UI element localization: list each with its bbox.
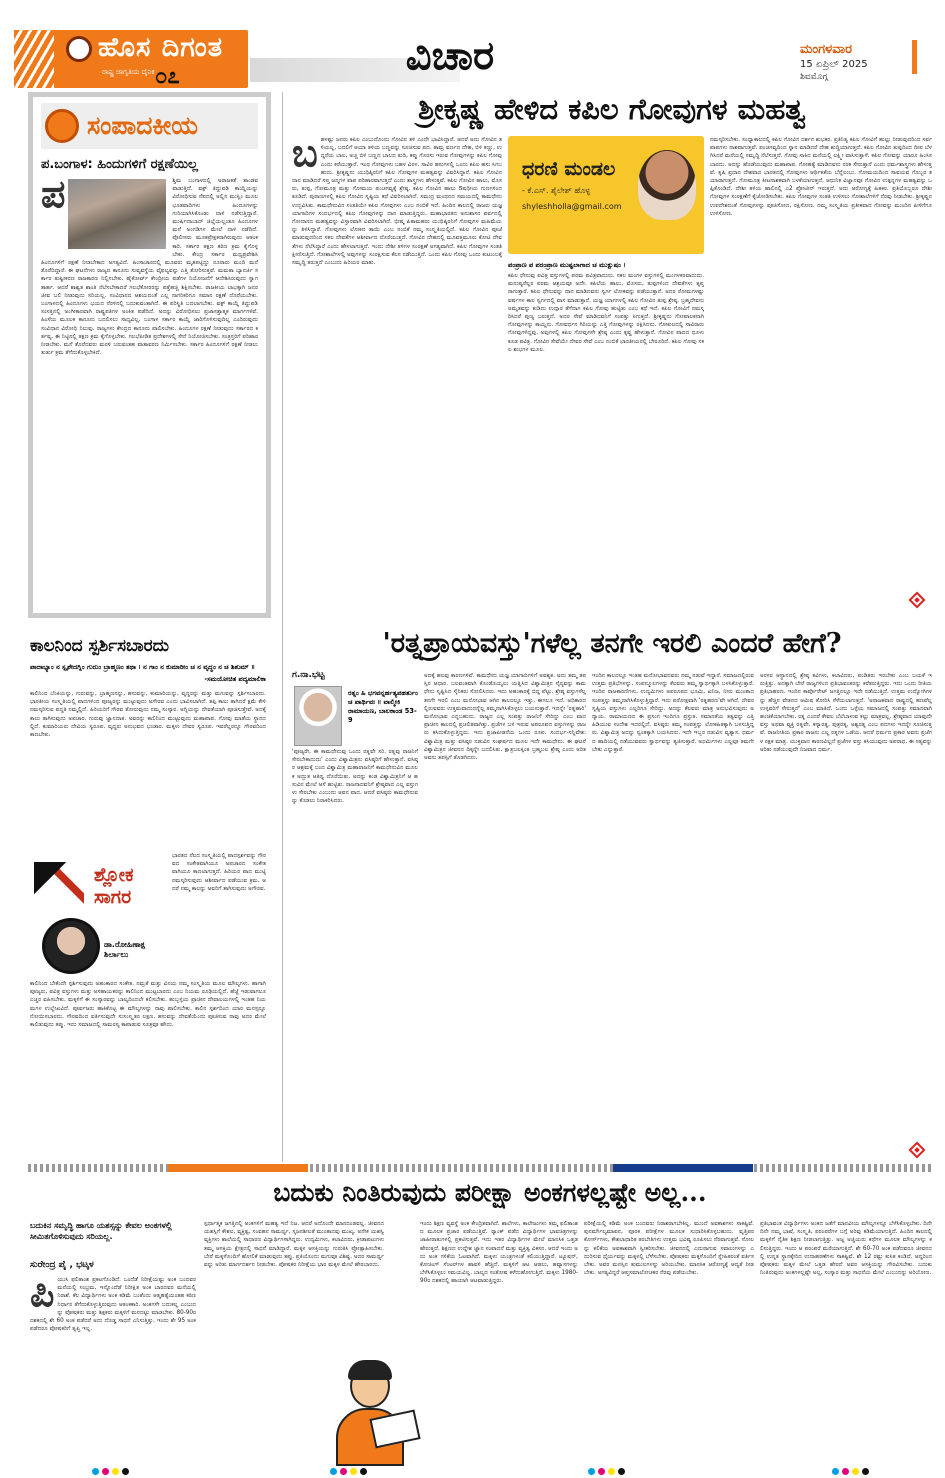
kaaladinda-body-3: ಕಾಲಿನಿಂದ ಬೇಕೆಂದೇ ಸ್ಪರ್ಶಿಸುವುದು ಅಹಂಕಾರದ ಸಂಕೇತ. ನಮ್ರತೆ ಮತ್ತು ವಿನಯ ನಮ್ಮ ಸಂಸ್ಕೃತಿಯ ಮೂಲ ಮೌಲ್ಯಗಳು. ಹಾಗಾಗಿ ಪೂಜ್ಯರು, ಪವಿತ್ರ ವಸ್ತುಗಳು ಮತ್ತು ಅಸಹಾಯಕರನ್ನು ಕಾಲಿನಿಂದ ಮುಟ್ಟಬಾರದು ಎಂಬ ನಿಯಮ ರೂಢಿಯಲ್ಲಿದೆ. ಹೆಜ್ಜೆ ಇಡುವಾಗಲೂ ಎಚ್ಚರ ವಹಿಸಬೇಕು. ಮಕ್ಕಳಿಗೆ ಈ ಸಂಸ್ಕಾರವನ್ನು ಬಾಲ್ಯದಿಂದಲೇ ಕಲಿಸಬೇಕು. ಹುಬ್ಬಳ್ಳಿಯ ಪ್ರಾಚೀನ ದೇವಾಲಯಗಳಲ್ಲಿ ಇಂತಹ ನಿಯಮಗಳ ಉಲ್ಲೇಖವಿದೆ. ಪೂರ್ವಜರು ಹಾಕಿಕೊಟ್ಟ ಈ ಮೌಲ್ಯಗಳನ್ನು ನಾವು ಪಾಲಿಸಬೇಕು. ಕಾಲಿನ ಸ್ಪರ್ಶದಿಂದ ಯಾರ ಮನಸ್ಸನ್ನೂ ನೋಯಿಸಬಾರದು. ಗೌರವದಿಂದ ವರ್ತಿಸುವುದೇ ಸುಸಂಸ್ಕೃತರ ಲಕ್ಷಣ. ಹಸುವನ್ನು ದೇವತೆಯೆಂದು ಪೂಜಿಸುವ ನಾವು ಅದರ ಮೇಲೆ ಕಾಲಿಡುವುದು ತಪ್ಪು. ಇದು ಸಮಾಜದಲ್ಲಿ ಸಾಮರಸ್ಯ ಕಾಪಾಡುವ ಸೂತ್ರವೂ ಹೌದು. [30, 981, 266, 1029]
badhuku-headline[interactable]: ಬದುಕು ನಿಂತಿರುವುದು ಪರೀಕ್ಷಾ ಅಂಕಗಳಲ್ಲಷ್ಟೇ ಅಲ್ಲ... [273, 1178, 707, 1207]
kaaladinda-verse-block [30, 660, 266, 686]
badhuku-author: ಸುರೇಂದ್ರ ಪೈ , ಭಟ್ಕಳ [30, 1260, 94, 1270]
print-registration-dots [330, 1468, 367, 1476]
editorial-emblem-icon [45, 109, 79, 143]
kaaladinda-verse: ಪಾದಾಭ್ಯಾಂ ನ ಸ್ಪೃಶೇದಗ್ನಿಂ ಗುರುಂ ಬ್ರಾಹ್ಮಣಂ ತಥಾ । ನ ಗಾಂ ನ ಕುಮಾರೀಂ ಚ ನ ವೃದ್ಧಂ ನ ಚ ಶಿಶುಮ್ ॥ [30, 663, 256, 671]
logo-tagline: ರಾಷ್ಟ್ರ ಜಾಗೃತಿಯ ದೈನಿಕ [102, 68, 155, 76]
divider-blue-segment [613, 1164, 753, 1172]
black-dot [862, 1468, 869, 1475]
badhuku-column-1 [30, 1276, 196, 1466]
ratna-column-2: ಅದಕ್ಕೆ ಹಲವು ಕಾರಣಗಳಿವೆ. ಕಾಮಧೇನು ಯಜ್ಞ ಯಾಗಾದಿಗಳಿಗೆ ಅವಶ್ಯಕ. ಅದು ತಮ್ಮ ತಪಸ್ಸಿನ ಆಧಾರ. ಬಲವಂತವಾಗಿ ಕೊಂಡೊಯ್ಯಲು ಯತ್ನಿಸಿದ ವಿಶ್ವಾಮಿತ್ರನ ಸೈನ್ಯವನ್ನು ಕಾಮಧೇನು ಸೃಷ್ಟಿಸಿದ ಸೈನಿಕರು ಸೋಲಿಸಿದರು. ಇದು ಅಹಂಕಾರಕ್ಕೆ ಬಿದ್ದ ಪೆಟ್ಟು. ಶ್ರೇಷ್ಠ ವಸ್ತುಗಳೆಲ್ಲ ತನಗೇ ಇರಲಿ ಎಂಬ ಮನೋಭಾವ ಆಗಿನ ಕಾಲದಲ್ಲೂ ಇತ್ತು, ಈಗಲೂ ಇದೆ. ಅಧಿಕಾರದಲ್ಲಿರುವವರು ಉತ್ತಮವಾದುದನ್ನೆಲ್ಲ ತಮ್ಮದಾಗಿಸಿಕೊಳ್ಳಲು ಬಯಸುತ್ತಾರೆ. ಇದನ್ನೇ 'ರತ್ನಹಾರಿ' ಮನೋಭಾವ ಎನ್ನಬಹುದು. ರಾಜ್ಯದ ಎಲ್ಲ ಸಂಪತ್ತು ರಾಜನಿಗೆ ಸೇರಿದ್ದು ಎಂಬ ವಾದ ಪ್ರಾಚೀನ ಕಾಲದಲ್ಲಿ ಪ್ರಚಲಿತವಾಗಿತ್ತು. ಪ್ರಜೆಗಳ ಬಳಿ ಇರುವ ಅಪರೂಪದ ವಸ್ತುಗಳನ್ನು ರಾಜರು ಕಸಿದುಕೊಳ್ಳುತ್ತಿದ್ದರು. ಇದು ಪ್ರಜಾಪೀಡನೆಯ ಒಂದು ರೂಪ. ಸಂದರ್ಭ-ಸನ್ನಿವೇಶ: ವಿಶ್ವಾಮಿತ್ರ ಮತ್ತು ವಸಿಷ್ಠರ ನಡುವಿನ ಸಂಘರ್ಷದ ಮೂಲ ಇದೇ ಕಾಮಧೇನು. ಈ ಘಟನೆ ವಿಶ್ವಾಮಿತ್ರನ ಜೀವನದ ದಿಕ್ಕನ್ನೇ ಬದಲಿಸಿತು. ಕ್ಷಾತ್ರಬಲಕ್ಕಿಂತ ಬ್ರಹ್ಮಬಲ ಶ್ರೇಷ್ಠ ಎಂದು ಅರಿತ ಅವನು ತಪಸ್ಸಿಗೆ ತೊಡಗಿದನು. [424, 673, 586, 762]
city: ಶಿವಮೊಗ್ಗ [800, 72, 828, 82]
columnist-email[interactable]: shyleshholla@gmail.com [522, 202, 622, 211]
kaaladinda-headline[interactable]: ಕಾಲನಿಂದ ಸ್ಪರ್ಶಿಸಬಾರದು [30, 636, 170, 656]
editorial-title[interactable]: ಪ.ಬಂಗಾಳ: ಹಿಂದುಗಳಿಗೆ ರಕ್ಷಣೆಯಿಲ್ಲ [41, 157, 198, 172]
ratna-column-4: ಅರಸರ ಆಸ್ಥಾನದಲ್ಲಿ ಶ್ರೇಷ್ಠ ಕವಿಗಳು, ಕಲಾವಿದರು, ಪಂಡಿತರು ಇರಬೇಕು ಎಂಬ ಬಯಕೆ ಇರುತ್ತಿತ್ತು. ಅದಕ್ಕಾಗಿ ಬೇರೆ ರಾಜ್ಯಗಳಿಂದ ಪ್ರತಿಭಾವಂತರನ್ನು ಕರೆತರುತ್ತಿದ್ದರು. ಇದು ಒಂದು ರೀತಿಯ ಪ್ರತಿಭಾಹರಣ. ಇಂದಿನ ಕಾರ್ಪೊರೇಟ್ ಜಗತ್ತಿನಲ್ಲೂ ಇದೇ ನಡೆಯುತ್ತಿದೆ. ಉತ್ತಮ ಉದ್ಯೋಗಿಗಳನ್ನು ಹೆಚ್ಚಿನ ವೇತನದ ಆಮಿಷ ತೋರಿಸಿ ಸೆಳೆಯಲಾಗುತ್ತದೆ. 'ಅರಾಜಕವಾದ ರಾಷ್ಟ್ರದಲ್ಲಿ ಹಣವೆಲ್ಲ ಉಳ್ಳವರಿಗೆ ಸೇರುತ್ತದೆ' ಎಂಬ ಮಾತಿದೆ. ಒಂದು ಒಳ್ಳೆಯ ಸಮಾಜದಲ್ಲಿ ಸಂಪತ್ತು ಸಮಾನವಾಗಿ ಹಂಚಿಕೆಯಾಗಬೇಕು. ರತ್ನ ಎಂದರೆ ಕೇವಲ ಬೆಲೆಬಾಳುವ ಕಲ್ಲು ಮಾತ್ರವಲ್ಲ. ಶ್ರೇಷ್ಠವಾದ ಯಾವುದೇ ವಸ್ತು ಅಥವಾ ವ್ಯಕ್ತಿ ರತ್ನವೇ. ಕನ್ಯಾರತ್ನ, ಪುತ್ರರತ್ನ, ಅಶ್ವರತ್ನ ಎಂಬ ಪದಗಳು ಇದನ್ನೇ ಸೂಚಿಸುತ್ತವೆ. ರಾಜನೀತಿಯ ಪ್ರಕಾರ ರಾಜನು ಎಲ್ಲ ರತ್ನಗಳ ಒಡೆಯ. ಆದರೆ ಧರ್ಮದ ಪ್ರಕಾರ ಅವನು ಪ್ರಜೆಗಳ ರಕ್ಷಕ ಮಾತ್ರ. ಯುಕ್ತವಾದ ಕಾರಣವಿಲ್ಲದೆ ಪ್ರಜೆಗಳ ವಸ್ತು ಕಸಿಯುವುದು ಅಪರಾಧ. ಈ ಸತ್ಯವನ್ನು ಅರಿತು ನಡೆಯುವುದೇ ನಿಜವಾದ ಧರ್ಮ. [760, 673, 932, 753]
column-name: ಧರಣಿ ಮಂಡಲ [522, 158, 616, 180]
masthead [0, 0, 945, 90]
black-dot [618, 1468, 625, 1475]
badhuku-column-5: ಪ್ರತಿಭಾವಂತ ವಿದ್ಯಾರ್ಥಿಗಳು ಅಂಕದ ಜತೆಗೆ ಮಾನವೀಯ ಮೌಲ್ಯಗಳನ್ನೂ ಬೆಳೆಸಿಕೊಳ್ಳಬೇಕು. ದಿನೇ ದಿನೇ ನಮ್ಮ ಭಾಷೆ, ಸಂಸ್ಕೃತಿ, ಪರಂಪರೆಗಳ ಬಗ್ಗೆ ಅರಿವು ಕಡಿಮೆಯಾಗುತ್ತಿದೆ. ಹಿಂದಿನ ಕಾಲದಲ್ಲಿ ಮಕ್ಕಳಿಗೆ ನೈತಿಕ ಶಿಕ್ಷಣ ನೀಡಲಾಗುತ್ತಿತ್ತು. ಅಜ್ಜ ಅಜ್ಜಿಯರು ಕಥೆಗಳ ಮೂಲಕ ಮೌಲ್ಯಗಳನ್ನು ಕಲಿಸುತ್ತಿದ್ದರು. ಇಂದು ಆ ಪರಂಪರೆ ಮರೆಯಾಗುತ್ತಿದೆ. ಶೇ 60-70 ಅಂಕ ಪಡೆದವರೂ ಜೀವನದಲ್ಲಿ ಉನ್ನತ ಸ್ಥಾನಕ್ಕೇರಿದ ಉದಾಹರಣೆಗಳು ಸಾಕಷ್ಟಿವೆ. ಶೇ 12 ರಷ್ಟು ಕುಸಿತ ಕಂಡಿದೆ. ಆದ್ದರಿಂದ ಪೋಷಕರು ಮಕ್ಕಳ ಮೇಲೆ ಒತ್ತಡ ಹೇರದೆ ಅವರ ಆಸಕ್ತಿಯನ್ನು ಗೌರವಿಸಬೇಕು. ಬದುಕು ನಿಂತಿರುವುದು ಅಂಕಗಳಲ್ಲಷ್ಟೇ ಅಲ್ಲ, ಸಂಸ್ಕಾರ ಮತ್ತು ಸಾಧನೆಯ ಮೇಲೆ ಎಂಬುದನ್ನು ಅರಿಯೋಣ. [760, 1221, 932, 1277]
yellow-dot [608, 1468, 615, 1475]
magenta-dot [102, 1468, 109, 1475]
feature1-verse: ಪಂಪ್ರಾಣ ಪ ಪರಂಪ್ರಾಣ ಮುಷ್ಟಲಾಗಾದ ಚ ಮುಕ್ಷುಷಂ । [508, 261, 626, 269]
cyan-dot [330, 1468, 337, 1475]
student-reading-illustration [320, 1360, 420, 1468]
cyan-dot [832, 1468, 839, 1475]
feature1-col2-text: ಕಪಿಲ ಧೇನುವು ಪವಿತ್ರ ವಸ್ತುಗಳಲ್ಲಿ ಪರಮ ಪವಿತ್ರವಾದುದು. ಸಕಲ ಮಂಗಳ ವಸ್ತುಗಳಲ್ಲಿ ಮಂಗಳಕರವಾದುದು. ಮನುಷ್ಯರೆಲ್ಲರ ಪರಮ ಆಶ್ರಯವೂ ಅದೇ. ಕಪಿಲೆಯ ಹಾಲು, ಮೊಸರು, ತುಪ್ಪಗಳಿಂದ ದೇವತೆಗಳು ತೃಪ್ತರಾಗುತ್ತಾರೆ. ಕಪಿಲ ಧೇನುವನ್ನು ದಾನ ಮಾಡಿದವನು ಸ್ವರ್ಗ ಲೋಕವನ್ನು ಪಡೆಯುತ್ತಾನೆ. ಅದರ ರೋಮಗಳಷ್ಟು ವರ್ಷಗಳ ಕಾಲ ಸ್ವರ್ಗದಲ್ಲಿ ವಾಸ ಮಾಡುತ್ತಾನೆ. ಯಜ್ಞ ಯಾಗಗಳಲ್ಲಿ ಕಪಿಲ ಗೋವಿನ ತುಪ್ಪ ಶ್ರೇಷ್ಠ. ಬ್ರಹ್ಮದೇವನು ಅಮೃತವನ್ನು ಕುಡಿದು ಉದ್ಗಾರ ತೆಗೆದಾಗ ಕಪಿಲ ಗೋವು ಹುಟ್ಟಿತು ಎಂಬ ಕಥೆ ಇದೆ. ಕಪಿಲ ಗೋವಿಗೆ ನಮಸ್ಕರಿಸಿದರೆ ಪುಣ್ಯ ಬರುತ್ತದೆ. ಅದರ ಸೇವೆ ಮಾಡಿದವನಿಗೆ ಸಂಪತ್ತು ಸಿಗುತ್ತದೆ. ಶ್ರೀಕೃಷ್ಣನು ಗೋಪಾಲಕನಾಗಿ ಗೋವುಗಳನ್ನು ಕಾಯ್ದನು. ಗೋವರ್ಧನ ಗಿರಿಯನ್ನು ಎತ್ತಿ ಗೋವುಗಳನ್ನು ರಕ್ಷಿಸಿದನು. ಗೋಕುಲದಲ್ಲಿ ಸಾವಿರಾರು ಗೋವುಗಳಿದ್ದವು. ಅವುಗಳಲ್ಲಿ ಕಪಿಲ ಗೋವುಗಳೇ ಶ್ರೇಷ್ಠ ಎಂದು ಕೃಷ್ಣ ಹೇಳುತ್ತಾನೆ. ಗೋವಿನ ಪಾದದ ಧೂಳು ಕೂಡ ಪವಿತ್ರ. ಗೋವಿನ ಸೇವೆಯೇ ದೇವರ ಸೇವೆ ಎಂಬ ನಂಬಿಕೆ ಭಾರತೀಯರಲ್ಲಿ ಬೇರೂರಿದೆ. ಕಪಿಲ ಗೋವು ಸಕಲ ಶುಭಗಳ ಮೂಲ. [508, 273, 704, 353]
editorial-header [41, 103, 258, 149]
lamp-icon [66, 36, 92, 62]
print-registration-dots [832, 1468, 869, 1476]
shloka-title: ಶ್ಲೋಕ ಸಾಗರ [94, 864, 134, 908]
logo[interactable] [36, 30, 248, 88]
badhuku-dropcap: ಪಿ [30, 1276, 55, 1315]
ratna-quote: ರತ್ನಂ ಹಿ ಭಗವನ್ನರ್ಹತ್ಯಪಹರ್ತುಂ ಚ ಪಾರ್ಥಿವಃ ॥ ವಾಲ್ಮೀಕಿ ರಾಮಾಯಣ, ಬಾಲಕಾಂಡ 53-9 [348, 689, 418, 724]
print-registration-dots [588, 1468, 625, 1476]
ratna-column-1: 'ಪೂಜ್ಯರೇ, ಈ ಕಾಮಧೇನುವು ಒಂದು ರತ್ನವೇ ಸರಿ. ರತ್ನವು ರಾಜನಿಗೆ ಸೇರಬೇಕಾದುದು' ಎಂದು ವಿಶ್ವಾಮಿತ್ರನು ವಸಿಷ್ಠರಿಗೆ ಹೇಳುತ್ತಾನೆ. ವಸಿಷ್ಠರ ಆಶ್ರಮಕ್ಕೆ ಬಂದ ವಿಶ್ವಾಮಿತ್ರ ಮಹಾರಾಜನಿಗೆ ಕಾಮಧೇನುವಿನ ಮೂಲಕ ಅದ್ಭುತ ಆತಿಥ್ಯ ದೊರೆಯಿತು. ಅದನ್ನು ಕಂಡ ವಿಶ್ವಾಮಿತ್ರನಿಗೆ ಆ ಹಸುವಿನ ಮೇಲೆ ಆಸೆ ಹುಟ್ಟಿತು. ರಾಜನಾದವನಿಗೆ ಶ್ರೇಷ್ಠವಾದ ಎಲ್ಲ ವಸ್ತುಗಳು ಸೇರಬೇಕು ಎಂಬುದು ಅವನ ವಾದ. ಆದರೆ ವಸಿಷ್ಠರು ಕಾಮಧೇನುವನ್ನು ಕೊಡಲು ನಿರಾಕರಿಸಿದರು. [292, 749, 418, 805]
kaaladinda-body-2: ಭಾರತದ ನೆಲದ ಸಂಸ್ಕೃತಿಯಲ್ಲಿ ಪಾದಸ್ಪರ್ಶವನ್ನು ಗೌರವದ ಸಂಕೇತವಾಗಿಯೂ ಅಪಚಾರದ ಸಂಕೇತವಾಗಿಯೂ ಕಾಣಲಾಗುತ್ತದೆ. ಹಿರಿಯರ ಪಾದ ಮುಟ್ಟಿ ನಮಸ್ಕರಿಸುವುದು ಆಶೀರ್ವಾದ ಪಡೆಯುವ ಕ್ರಮ. ಆದರೆ ನಮ್ಮ ಕಾಲನ್ನು ಅವರಿಗೆ ತಾಗಿಸುವುದು ಅಗೌರವ. [172, 853, 266, 892]
ratna-column-3: ಇಂದಿನ ಕಾಲದಲ್ಲೂ ಇಂತಹ ಮನೋಭಾವದವರು ನಮ್ಮ ನಡುವೆ ಇದ್ದಾರೆ. ಸಮಾಜದಲ್ಲಿರುವ ಉತ್ತಮ ಪ್ರತಿಭೆಗಳನ್ನು, ಸಂಪನ್ಮೂಲಗಳನ್ನು ಕೆಲವರು ತಮ್ಮ ಸ್ವಾರ್ಥಕ್ಕಾಗಿ ಬಳಸಿಕೊಳ್ಳುತ್ತಾರೆ. ಇಂದಿನ ರಾಜಕಾರಣಿಗಳು, ಉದ್ಯಮಿಗಳು ಅಪರೂಪದ ಭೂಮಿ, ಖನಿಜ, ನೀರು ಮುಂತಾದ ಸಂಪತ್ತನ್ನು ತಮ್ಮದಾಗಿಸಿಕೊಳ್ಳುತ್ತಿದ್ದಾರೆ. ಇದು ಪರೋಕ್ಷವಾಗಿ 'ರತ್ನಹರಣ'ವೇ ಆಗಿದೆ. ದೇವರ ಸೃಷ್ಟಿಯ ವಸ್ತುಗಳು ಎಲ್ಲರಿಗೂ ಸೇರಿದ್ದು. ಅದನ್ನು ಕೆಲವರು ಮಾತ್ರ ಅನುಭವಿಸುವುದು ಅನ್ಯಾಯ. ರಾಮಾಯಣದ ಈ ಪ್ರಸಂಗ ಇಂದಿಗೂ ಪ್ರಸ್ತುತ. ಸಮಾನತೆಯ ತತ್ವವನ್ನು ಎತ್ತಿ ಹಿಡಿಯುವ ಸಂದೇಶ ಇದರಲ್ಲಿದೆ. ವಸಿಷ್ಠರು ತಮ್ಮ ಸಂಪತ್ತನ್ನು ಲೋಕಹಿತಕ್ಕಾಗಿ ಬಳಸುತ್ತಿದ್ದರು. ವಿಶ್ವಾಮಿತ್ರ ಅದನ್ನು ಸ್ವಂತಕ್ಕಾಗಿ ಬಯಸಿದನು. ಇದೇ ಇಬ್ಬರ ನಡುವಿನ ವ್ಯತ್ಯಾಸ. ಧರ್ಮದ ಹಾದಿಯಲ್ಲಿ ನಡೆಯುವವರು ಸ್ವಾರ್ಥವನ್ನು ತ್ಯಜಿಸುತ್ತಾರೆ. ಅಧರ್ಮಿಗಳು ಎಲ್ಲವೂ ತಮಗೇ ಬೇಕು ಎನ್ನುತ್ತಾರೆ. [592, 673, 754, 753]
cyan-dot [588, 1468, 595, 1475]
logo-stripes [14, 30, 54, 88]
weekday: ಮಂಗಳವಾರ [800, 42, 853, 57]
date-accent-bar [912, 40, 917, 74]
badhuku-column-2: ಸ್ಪರ್ಧಾತ್ಮಕ ಜಗತ್ತಿನಲ್ಲಿ ಅಂಕಗಳಿಗೆ ಮಹತ್ವ ಇದೆ ನಿಜ. ಆದರೆ ಅದೊಂದೇ ಮಾನದಂಡವಲ್ಲ. ಜೀವನದ ಯಶಸ್ಸಿಗೆ ಕೌಶಲ, ವ್ಯಕ್ತಿತ್ವ, ಸಂವಹನ ಸಾಮರ್ಥ್ಯ, ಸೃಜನಶೀಲತೆ ಮುಂತಾದವು ಮುಖ್ಯ. ಅನೇಕ ಯಶಸ್ವಿ ವ್ಯಕ್ತಿಗಳು ಶಾಲೆಯಲ್ಲಿ ಸಾಧಾರಣ ವಿದ್ಯಾರ್ಥಿಗಳಾಗಿದ್ದರು. ಉದ್ಯಮಿಗಳು, ಕಲಾವಿದರು, ಕ್ರೀಡಾಪಟುಗಳು ತಮ್ಮ ಆಸಕ್ತಿಯ ಕ್ಷೇತ್ರದಲ್ಲಿ ಸಾಧನೆ ಮಾಡಿದ್ದಾರೆ. ಮಕ್ಕಳ ಆಸಕ್ತಿಯನ್ನು ಗುರುತಿಸಿ ಪ್ರೋತ್ಸಾಹಿಸಬೇಕು. ಬೇರೆ ಮಕ್ಕಳೊಂದಿಗೆ ಹೋಲಿಕೆ ಮಾಡುವುದು ತಪ್ಪು. ಪ್ರತಿಯೊಂದು ಮಗುವೂ ವಿಶಿಷ್ಟ. ಅದರ ಸಾಮರ್ಥ್ಯವನ್ನು ಅರಿತು ಮಾರ್ಗದರ್ಶನ ನೀಡಬೇಕು. ಪೋಷಕರ ನಿರೀಕ್ಷೆಯ ಭಾರ ಮಕ್ಕಳ ಮೇಲೆ ಹೇರಬಾರದು. [204, 1221, 384, 1269]
column-rule [282, 92, 283, 1162]
badhuku-col1-text: ಯುಸಿ ಫಲಿತಾಂಶ ಪ್ರಕಟಗೊಂಡಿದೆ. ಒಂದೆಡೆ ನಿರೀಕ್ಷೆಯಷ್ಟು ಅಂಕ ಬಂದವರ ಮನೆಯಲ್ಲಿ ಸಂಭ್ರಮ, ಇನ್ನೊಂದೆಡೆ ನಿರೀಕ್ಷಿತ ಅಂಕ ಬಾರದವರ ಮನೆಯಲ್ಲಿ ನಿರಾಶೆ. ಕೆಲ ವಿದ್ಯಾರ್ಥಿಗಳು ಅಂಕ ಕಡಿಮೆ ಬಂತೆಂದು ಆತ್ಮಹತ್ಯೆಯಂತಹ ಕಠಿಣ ನಿರ್ಧಾರ ತೆಗೆದುಕೊಳ್ಳುತ್ತಿರುವುದು ಆತಂಕಕಾರಿ. ಅಂಕಗಳೇ ಬದುಕಲ್ಲ ಎಂಬುದನ್ನು ಪೋಷಕರು ಮತ್ತು ಶಿಕ್ಷಕರು ಮಕ್ಕಳಿಗೆ ಮನದಟ್ಟು ಮಾಡಬೇಕು. 80-90ರ ದಶಕದಲ್ಲಿ ಶೇ 60 ಅಂಕ ಪಡೆದರೆ ಅದು ದೊಡ್ಡ ಸಾಧನೆ ಎನಿಸುತ್ತಿತ್ತು. ಇಂದು ಶೇ 95 ಅಂಕ ಪಡೆದರೂ ಪೋಷಕರಿಗೆ ತೃಪ್ತಿ ಇಲ್ಲ. [30, 1277, 196, 1333]
print-registration-dots [92, 1468, 129, 1476]
magenta-dot [598, 1468, 605, 1475]
feature1-dropcap: ಬ [292, 136, 318, 175]
editorial-body [41, 177, 258, 623]
feature1-col1-text: ಹಳಷ್ಟು ಜನರು ಕಪಿಲ ಎಂಬುದೊಂದು ಗೋವಿನ ತಳಿ ಎಂದೇ ಭಾವಿಸಿದ್ದಾರೆ. ಆದರೆ ಅದು ಗೋವಿನ ತಳಿಯಲ್ಲ, ಬದಲಿಗೆ ಆಯಾ ತಳಿಯ ಬಣ್ಣವನ್ನು ಸೂಚಿಸುವ ಪದ. ತಾಮ್ರ ವರ್ಣದ ದೇಹ, ಬಿಳಿ ಕಣ್ಣು, ಉದ್ದನೆಯ ಬಾಲ, ಅಚ್ಚ ಬಿಳಿ ಬಣ್ಣದ ಬಾಲದ ತುದಿ, ಕಪ್ಪು ಗೊರಸು ಇರುವ ಗೋವುಗಳನ್ನು ಕಪಿಲ ಗೋವು ಎಂದು ಕರೆಯುತ್ತಾರೆ. ಇಂಥ ಗೋವುಗಳು ಬಹಳ ವಿರಳ. ಸಾವಿರ ಹಸುಗಳಲ್ಲಿ ಒಂದು ಕಪಿಲ ಹಸು ಸಿಗಬಹುದು. ಶ್ರೀಕೃಷ್ಣನು ಯುಧಿಷ್ಠಿರನಿಗೆ ಕಪಿಲ ಗೋವುಗಳ ಮಹತ್ವವನ್ನು ವಿವರಿಸಿದ್ದಾನೆ. ಕಪಿಲ ಗೋವಿನ ದಾನ ಮಾಡಿದರೆ ಸಪ್ತ ಜನ್ಮಗಳ ಪಾಪ ಪರಿಹಾರವಾಗುತ್ತದೆ ಎಂದು ಶಾಸ್ತ್ರಗಳು ಹೇಳುತ್ತವೆ. ಕಪಿಲ ಗೋವಿನ ಹಾಲು, ಮೊಸರು, ತುಪ್ಪ, ಗೋಮೂತ್ರ ಮತ್ತು ಗೋಮಯ ಪಂಚಗವ್ಯಕ್ಕೆ ಶ್ರೇಷ್ಠ. ಕಪಿಲ ಗೋವಿನ ಹಾಲು ಔಷಧೀಯ ಗುಣಗಳಿಂದ ಕೂಡಿದೆ. ಪುರಾಣಗಳಲ್ಲಿ ಕಪಿಲ ಗೋವಿನ ಸೃಷ್ಟಿಯ ಕಥೆ ವಿವರಿಸಲಾಗಿದೆ. ಸಮುದ್ರ ಮಂಥನದ ಸಮಯದಲ್ಲಿ ಕಾಮಧೇನು ಉದ್ಭವಿಸಿತು. ಕಾಮಧೇನುವಿನ ಸಂತತಿಯೇ ಕಪಿಲ ಗೋವುಗಳು ಎಂಬ ನಂಬಿಕೆ ಇದೆ. ಹಿಂದಿನ ಕಾಲದಲ್ಲಿ ರಾಜರು ಯಜ್ಞ ಯಾಗಾದಿಗಳ ಸಂದರ್ಭದಲ್ಲಿ ಕಪಿಲ ಗೋವುಗಳನ್ನು ದಾನ ಮಾಡುತ್ತಿದ್ದರು. ಮಹಾಭಾರತದ ಅನುಶಾಸನ ಪರ್ವದಲ್ಲಿ ಗೋದಾನದ ಮಹತ್ವವನ್ನು ವಿಸ್ತಾರವಾಗಿ ವಿವರಿಸಲಾಗಿದೆ. ಭೀಷ್ಮ ಪಿತಾಮಹರು ಯುಧಿಷ್ಠಿರನಿಗೆ ಗೋವುಗಳ ಮಹಿಮೆಯನ್ನು ತಿಳಿಸಿದ್ದಾರೆ. ಗೋವುಗಳು ಲೋಕದ ತಾಯಿ ಎಂಬ ನಂಬಿಕೆ ನಮ್ಮ ಸಂಸ್ಕೃತಿಯಲ್ಲಿದೆ. ಕಪಿಲ ಗೋವಿನ ಪೂಜೆ ಮಾಡುವುದರಿಂದ ಸಕಲ ದೇವತೆಗಳ ಆಶೀರ್ವಾದ ದೊರೆಯುತ್ತದೆ. ಗೋವಿನ ದೇಹದಲ್ಲಿ ಮೂವತ್ತಮೂರು ಕೋಟಿ ದೇವತೆಗಳು ನೆಲೆಸಿದ್ದಾರೆ ಎಂದು ಹೇಳಲಾಗುತ್ತದೆ. ಇಂದು ದೇಶೀ ತಳಿಗಳ ಸಂರಕ್ಷಣೆ ಅಗತ್ಯವಾಗಿದೆ. ಕಪಿಲ ಗೋವುಗಳ ಸಂತತಿ ಕ್ಷೀಣಿಸುತ್ತಿದೆ. ಗೋಶಾಲೆಗಳಲ್ಲಿ ಅವುಗಳನ್ನು ಸಂರಕ್ಷಿಸುವ ಕೆಲಸ ನಡೆಯುತ್ತಿದೆ. ಒಂದು ಕಪಿಲ ಗೋವು ಒಂದು ಕುಟುಂಬಕ್ಕೆ ಸಮೃದ್ಧಿ ತರುತ್ತದೆ ಎಂಬುದು ಹಿರಿಯರ ಮಾತು. [292, 137, 502, 267]
shloka-author-photo [42, 918, 100, 974]
editorial-photo[interactable] [68, 179, 166, 249]
illus-hair [348, 1360, 392, 1380]
columnist-box [508, 136, 704, 254]
magenta-dot [340, 1468, 347, 1475]
quill-icon [34, 862, 84, 918]
badhuku-column-3: ಇಂದು ಶಿಕ್ಷಣ ವ್ಯವಸ್ಥೆ ಅಂಕ ಕೇಂದ್ರಿತವಾಗಿದೆ. ಶಾಲೆಗಳು, ಕಾಲೇಜುಗಳು ತಮ್ಮ ಫಲಿತಾಂಶದ ಮೂಲಕ ಪ್ರಚಾರ ಪಡೆಯುತ್ತಿವೆ. ರ‍್ಯಾಂಕ್ ಪಡೆದ ವಿದ್ಯಾರ್ಥಿಗಳ ಭಾವಚಿತ್ರಗಳನ್ನು ಜಾಹೀರಾತುಗಳಲ್ಲಿ ಪ್ರಕಟಿಸುತ್ತವೆ. ಇದು ಇತರ ವಿದ್ಯಾರ್ಥಿಗಳ ಮೇಲೆ ಮಾನಸಿಕ ಒತ್ತಡ ಹೇರುತ್ತದೆ. ಶಿಕ್ಷಣದ ಉದ್ದೇಶ ಜ್ಞಾನ ಸಂಪಾದನೆ ಮತ್ತು ವ್ಯಕ್ತಿತ್ವ ವಿಕಸನ. ಆದರೆ ಇಂದು ಅದು ಅಂಕ ಗಳಿಕೆಯ ಓಟವಾಗಿದೆ. ಮಕ್ಕಳು ಯಂತ್ರಗಳಂತೆ ಕಲಿಯುತ್ತಿದ್ದಾರೆ. ಟ್ಯೂಷನ್, ಕೋಚಿಂಗ್ ಸೆಂಟರ್‌ಗಳ ಹಾವಳಿ ಹೆಚ್ಚಿದೆ. ಮಕ್ಕಳಿಗೆ ಆಟ ಆಡಲು, ಹವ್ಯಾಸಗಳನ್ನು ಬೆಳೆಸಿಕೊಳ್ಳಲು ಸಮಯವಿಲ್ಲ. ಬಾಲ್ಯದ ಸಂತೋಷ ಕಳೆದುಹೋಗುತ್ತಿದೆ. ಮಕ್ಕಳು 1980-90ರ ದಶಕದಲ್ಲಿ ಹಾಯಾಗಿ ಆಟವಾಡುತ್ತಿದ್ದರು. [420, 1221, 578, 1285]
ratna-author: ಗ.ನಾ.ಭಟ್ಟ [292, 670, 325, 680]
kaaladinda-source: -ಸಮಯೋಚಿತ ಪದ್ಯಮಾಲಿಕಾ [204, 675, 266, 683]
editorial-text: ಶ್ಚಿಮ ಬಂಗಾಳದಲ್ಲಿ ಅರಾಜಕತೆ ತಾಂಡವವಾಡುತ್ತಿದೆ. ವಕ್ಫ್ ತಿದ್ದುಪಡಿ ಕಾಯ್ದೆಯನ್ನು ವಿರೋಧಿಸುವ ನೆಪದಲ್ಲಿ ಅಲ್ಲಿನ ಮುಸ್ಲಿಂ ಮೂಲಭೂತವಾದಿಗಳು ಹಿಂದೂಗಳನ್ನು ಗುರಿಯಾಗಿಸಿಕೊಂಡು ದಾಳಿ ನಡೆಸುತ್ತಿದ್ದಾರೆ. ಮುರ್ಷಿದಾಬಾದ್ ಜಿಲ್ಲೆಯಲ್ಲಂತೂ ಹಿಂದೂಗಳ ಮನೆ ಅಂಗಡಿಗಳ ಮೇಲೆ ದಾಳಿ ನಡೆದಿದೆ. ಪೊಲೀಸರು ಮೂಕಪ್ರೇಕ್ಷಕರಾಗಿರುವುದು ಆತಂಕಕಾರಿ. ಸರ್ಕಾರ ತಕ್ಷಣ ಕಠಿಣ ಕ್ರಮ ಕೈಗೊಳ್ಳಬೇಕು. ಕೇಂದ್ರ ಸರ್ಕಾರ ಮಧ್ಯಪ್ರವೇಶಿಸಿ ಹಿಂದೂಗಳಿಗೆ ರಕ್ಷಣೆ ನೀಡಬೇಕಾದ ಅಗತ್ಯವಿದೆ. ಹಿಂಸಾಚಾರದಲ್ಲಿ ಮೂವರು ಮೃತಪಟ್ಟಿದ್ದು ನೂರಾರು ಮಂದಿ ಮನೆ ತೊರೆದಿದ್ದಾರೆ. ಈ ಘಟನೆಗಳು ರಾಜ್ಯದ ಕಾನೂನು ಸುವ್ಯವಸ್ಥೆಯ ವೈಫಲ್ಯವನ್ನು ಎತ್ತಿ ತೋರಿಸುತ್ತವೆ. ಮಮತಾ ಬ್ಯಾನರ್ಜಿ ಸರ್ಕಾರ ತುಷ್ಟೀಕರಣ ರಾಜಕಾರಣ ನಿಲ್ಲಿಸಬೇಕು. ಹೈಕೋರ್ಟ್ ಕೇಂದ್ರೀಯ ಪಡೆಗಳ ನಿಯೋಜನೆಗೆ ಆದೇಶಿಸಿರುವುದು ಸ್ವಾಗತಾರ್ಹ. ಆದರೆ ಶಾಶ್ವತ ಶಾಂತಿ ನೆಲೆಸಬೇಕಾದರೆ ಗಲಭೆಕೋರರನ್ನು ಪತ್ತೆಹಚ್ಚಿ ಶಿಕ್ಷಿಸಬೇಕು. ರಾಜಕೀಯ ಲಾಭಕ್ಕಾಗಿ ಜನರ ಜೀವ ಬಲಿ ನೀಡುವುದು ಸರಿಯಲ್ಲ. ಸಂವಿಧಾನದ ಆಶಯದಂತೆ ಎಲ್ಲ ನಾಗರಿಕರಿಗೂ ಸಮಾನ ರಕ್ಷಣೆ ದೊರೆಯಬೇಕು. ಬಂಗಾಳದಲ್ಲಿ ಹಿಂದೂಗಳು ಭಯದ ನೆರಳಿನಲ್ಲಿ ಬದುಕುವಂತಾಗಿದೆ. ಈ ಪರಿಸ್ಥಿತಿ ಬದಲಾಗಬೇಕು. ವಕ್ಫ್ ಕಾಯ್ದೆ ತಿದ್ದುಪಡಿ ಸಂಸತ್ತಿನಲ್ಲಿ ಅಂಗೀಕಾರವಾಗಿ ರಾಷ್ಟ್ರಪತಿಗಳ ಅಂಕಿತ ಪಡೆದಿದೆ. ಅದನ್ನು ವಿರೋಧಿಸಲು ಪ್ರಜಾಸತ್ತಾತ್ಮಕ ಮಾರ್ಗಗಳಿವೆ. ಹಿಂಸೆಯ ಮೂಲಕ ಕಾನೂನು ಬದಲಿಸಲು ಸಾಧ್ಯವಿಲ್ಲ. ಬಂಗಾಳ ಸರ್ಕಾರ ಕಾಯ್ದೆ ಜಾರಿಗೊಳಿಸುವುದಿಲ್ಲ ಎಂದಿರುವುದು ಸಂವಿಧಾನ ವಿರೋಧಿ ನಿಲುವು. ರಾಜ್ಯಗಳು ಕೇಂದ್ರದ ಕಾನೂನು ಪಾಲಿಸಬೇಕು. ಹಿಂದೂಗಳ ರಕ್ಷಣೆ ನೀಡುವುದು ಸರ್ಕಾರದ ಕರ್ತವ್ಯ. ಈ ನಿಟ್ಟಿನಲ್ಲಿ ತಕ್ಷಣ ಕ್ರಮ ಕೈಗೊಳ್ಳಬೇಕು. ಗಲಭೆಪೀಡಿತ ಪ್ರದೇಶಗಳಲ್ಲಿ ಸೇನೆ ನಿಯೋಜಿಸಬೇಕು. ಸಂತ್ರಸ್ತರಿಗೆ ಪರಿಹಾರ ನೀಡಬೇಕು. ಮನೆ ತೊರೆದವರು ಮರಳಿ ಬರುವಂತಹ ವಾತಾವರಣ ನಿರ್ಮಿಸಬೇಕು. ಸರ್ಕಾರ ಹಿಂದೂಗಳಿಗೆ ರಕ್ಷಣೆ ನೀಡಲು ತುರ್ತು ಕ್ರಮ ತೆಗೆದುಕೊಳ್ಳಬೇಕಿದೆ. [41, 178, 258, 357]
yellow-dot [350, 1468, 357, 1475]
feature1-column-1 [292, 136, 502, 606]
magenta-dot [842, 1468, 849, 1475]
badhuku-column-4: ಪರೀಕ್ಷೆಯಲ್ಲಿ ಕಡಿಮೆ ಅಂಕ ಬಂದವರು ನಿರಾಶರಾಗಬೇಕಿಲ್ಲ. ಮುಂದೆ ಅವಕಾಶಗಳು ಸಾಕಷ್ಟಿವೆ. ಪುನರ್ಮೌಲ್ಯಮಾಪನ, ಪೂರಕ ಪರೀಕ್ಷೆಗಳ ಮೂಲಕ ಸುಧಾರಿಸಿಕೊಳ್ಳಬಹುದು. ವೃತ್ತಿಪರ ಕೋರ್ಸ್‌ಗಳು, ಕೌಶಲಾಧಾರಿತ ತರಬೇತಿಗಳು ಉತ್ತಮ ಭವಿಷ್ಯ ರೂಪಿಸಲು ನೆರವಾಗುತ್ತವೆ. ಸೋಲನ್ನು ಕಲಿಕೆಯ ಅವಕಾಶವಾಗಿ ಸ್ವೀಕರಿಸಬೇಕು. ಜೀವನದಲ್ಲಿ ಎದುರಾಗುವ ಸವಾಲುಗಳನ್ನು ಎದುರಿಸುವ ಧೈರ್ಯವನ್ನು ಮಕ್ಕಳಲ್ಲಿ ಬೆಳೆಸಬೇಕು. ಪೋಷಕರು ಮಕ್ಕಳೊಂದಿಗೆ ಸ್ನೇಹಿತರಂತೆ ವರ್ತಿಸಬೇಕು. ಅವರ ಮನಸ್ಸಿನ ತುಮುಲಗಳನ್ನು ಅರಿಯಬೇಕು. ಮಾನಸಿಕ ಆರೋಗ್ಯಕ್ಕೆ ಆದ್ಯತೆ ನೀಡಬೇಕು. ಅಗತ್ಯವಿದ್ದರೆ ಆಪ್ತಸಮಾಲೋಚಕರ ನೆರವು ಪಡೆಯಬೇಕು. [584, 1221, 754, 1277]
logo-title: ಹೊಸ ದಿಗಂತ [98, 32, 224, 63]
editorial-box [28, 92, 271, 618]
feature1-column-3: ನಮಸ್ಕರಿಸಬೇಕು. ಸಂಧ್ಯಾಕಾಲದಲ್ಲಿ ಕಪಿಲ ಗೋವಿನ ದರ್ಶನ ಶುಭಕರ. ಪ್ರತಿನಿತ್ಯ ಕಪಿಲ ಗೋವಿಗೆ ಹುಲ್ಲು ನೀಡುವುದರಿಂದ ಸರ್ವ ಪಾಪಗಳು ನಾಶವಾಗುತ್ತವೆ. ಪಂಚಗವ್ಯದಿಂದ ಸ್ನಾನ ಮಾಡಿದರೆ ದೇಹ ಶುದ್ಧಿಯಾಗುತ್ತದೆ. ಕಪಿಲ ಗೋವಿನ ತುಪ್ಪದಿಂದ ದೀಪ ಬೆಳಗಿಸಿದರೆ ಮನೆಯಲ್ಲಿ ಸಮೃದ್ಧಿ ನೆಲೆಸುತ್ತದೆ. ಗೋವು ಸಾಕಿದ ಮನೆಯಲ್ಲಿ ಲಕ್ಷ್ಮೀ ವಾಸಿಸುತ್ತಾಳೆ. ಕಪಿಲ ಗೋವನ್ನು ಯಾರೂ ಹಿಂಸಿಸಬಾರದು. ಅದನ್ನು ಹೊಡೆಯುವುದು ಮಹಾಪಾಪ. ಗೋಹತ್ಯೆ ಮಾಡಿದವನು ನರಕ ಸೇರುತ್ತಾನೆ ಎಂದು ಧರ್ಮಶಾಸ್ತ್ರಗಳು ಹೇಳುತ್ತವೆ. ಕೃಷಿ ಪ್ರಧಾನ ದೇಶವಾದ ಭಾರತದಲ್ಲಿ ಗೋವುಗಳು ಆರ್ಥಿಕತೆಯ ಬೆನ್ನೆಲುಬು. ಗೋಮಯದಿಂದ ಸಾವಯವ ಗೊಬ್ಬರ ತಯಾರಾಗುತ್ತದೆ. ಗೋಮೂತ್ರ ಕೀಟನಾಶಕವಾಗಿ ಬಳಕೆಯಾಗುತ್ತದೆ. ಆಧುನಿಕ ವಿಜ್ಞಾನವೂ ಗೋವಿನ ಉತ್ಪನ್ನಗಳ ಮಹತ್ವವನ್ನು ಒಪ್ಪಿಕೊಂಡಿದೆ. ದೇಶೀ ತಳಿಯ ಹಾಲಿನಲ್ಲಿ ಎ2 ಪ್ರೋಟೀನ್ ಇರುತ್ತದೆ. ಅದು ಆರೋಗ್ಯಕ್ಕೆ ಹಿತಕರ. ಪ್ರತಿಯೊಬ್ಬರೂ ದೇಶೀ ಗೋವುಗಳ ಸಂರಕ್ಷಣೆಗೆ ಕೈಜೋಡಿಸಬೇಕು. ಕಪಿಲ ಗೋವುಗಳ ಸಂತತಿ ಉಳಿಸಲು ಗೋಶಾಲೆಗಳಿಗೆ ನೆರವು ನೀಡಬೇಕು. ಶ್ರೀಕೃಷ್ಣನ ಉಪದೇಶದಂತೆ ಗೋವುಗಳನ್ನು ಪೂಜಿಸೋಣ, ರಕ್ಷಿಸೋಣ. ನಮ್ಮ ಸಂಸ್ಕೃತಿಯ ಪ್ರತೀಕವಾದ ಗೋವನ್ನು ಮುಂದಿನ ಪೀಳಿಗೆಗೂ ಉಳಿಸೋಣ. [710, 137, 932, 217]
ratna-headline[interactable]: 'ರತ್ನಪ್ರಾಯವಸ್ತು'ಗಳೆಲ್ಲ ತನಗೇ ಇರಲಿ ಎಂದರೆ ಹೇಗೆ? [382, 628, 842, 659]
columnist-byline: - ಕೆ.ಎಸ್. ಶೈಲೇಶ್ ಹೊಳ್ಳ [522, 186, 591, 195]
yellow-dot [852, 1468, 859, 1475]
shloka-sagara-badge [30, 852, 166, 978]
page-number: ೦೭ [155, 64, 180, 89]
feature1-column-2 [508, 258, 704, 606]
ratna-author-photo [294, 686, 342, 746]
divider-orange-segment [168, 1164, 308, 1172]
editorial-heading: ಸಂಪಾದಕೀಯ [87, 111, 199, 140]
badhuku-intro: ಬದುಕಿನ ಸಮೃದ್ಧಿ ಹಾಗೂ ಯಶಸ್ಸನ್ನು ಕೇವಲ ಅಂಕಗಳಲ್ಲಿ ಸೀಮಿತಗೊಳಿಸುವುದು ಸರಿಯಲ್ಲ. [30, 1221, 172, 1241]
date: 15 ಏಪ್ರಿಲ್ 2025 [800, 59, 868, 70]
section-divider [28, 1164, 932, 1172]
black-dot [360, 1468, 367, 1475]
section-title: ವಿಚಾರ [405, 32, 495, 79]
black-dot [122, 1468, 129, 1475]
yellow-dot [112, 1468, 119, 1475]
shloka-author: ಡಾ.ರೋಹಿಣಾಕ್ಷ ಶಿರ್ಲಾಲು [104, 940, 146, 959]
date-block [800, 42, 925, 82]
feature1-headline[interactable]: ಶ್ರೀಕೃಷ್ಣ ಹೇಳಿದ ಕಪಿಲ ಗೋವುಗಳ ಮಹತ್ವ [418, 92, 806, 126]
editorial-dropcap: ಪ [41, 177, 66, 216]
columnist-photo [638, 150, 696, 220]
kaaladinda-body-1: ಕಾಲಿನಿಂದ ಬೆಂಕಿಯನ್ನು, ಗುರುವನ್ನು, ಬ್ರಾಹ್ಮಣನನ್ನು, ಹಸುವನ್ನು, ಕುಮಾರಿಯನ್ನು, ವೃದ್ಧರನ್ನು ಮತ್ತು ಮಗುವನ್ನು ಸ್ಪರ್ಶಿಸಬಾರದು. ಭಾರತೀಯ ಸಂಸ್ಕೃತಿಯಲ್ಲಿ ಪಾದಗಳಿಂದ ಪೂಜ್ಯರನ್ನು ಮುಟ್ಟುವುದು ಅಗೌರವ ಎಂದು ಭಾವಿಸಲಾಗಿದೆ. ತಪ್ಪಿ ಕಾಲು ತಾಗಿದರೆ ಕ್ಷಮೆ ಕೇಳಿ ನಮಸ್ಕರಿಸುವ ಪದ್ಧತಿ ನಮ್ಮಲ್ಲಿದೆ. ಹಿರಿಯರಿಗೆ ಗೌರವ ತೋರುವುದು ನಮ್ಮ ಸಂಸ್ಕಾರ. ಅಗ್ನಿಯನ್ನು ದೇವತೆಯಾಗಿ ಪೂಜಿಸುತ್ತೇವೆ. ಅದಕ್ಕೆ ಕಾಲು ತಾಗಿಸುವುದು ಅಪಚಾರ. ಗುರುವು ಜ್ಞಾನದಾತ. ಅವರನ್ನು ಕಾಲಿನಿಂದ ಮುಟ್ಟುವುದು ಮಹಾಪಾಪ. ಗೋವು ಮಾತೆಯ ಸ್ಥಾನದಲ್ಲಿದೆ. ಕುಮಾರಿಯರು ದೇವಿಯ ಸ್ವರೂಪ. ವೃದ್ಧರು ಅನುಭವದ ಭಂಡಾರ. ಮಕ್ಕಳು ದೇವರ ಸ್ವರೂಪ. ಇವರೆಲ್ಲರನ್ನೂ ಗೌರವದಿಂದ ಕಾಣಬೇಕು. [30, 691, 266, 739]
cyan-dot [92, 1468, 99, 1475]
